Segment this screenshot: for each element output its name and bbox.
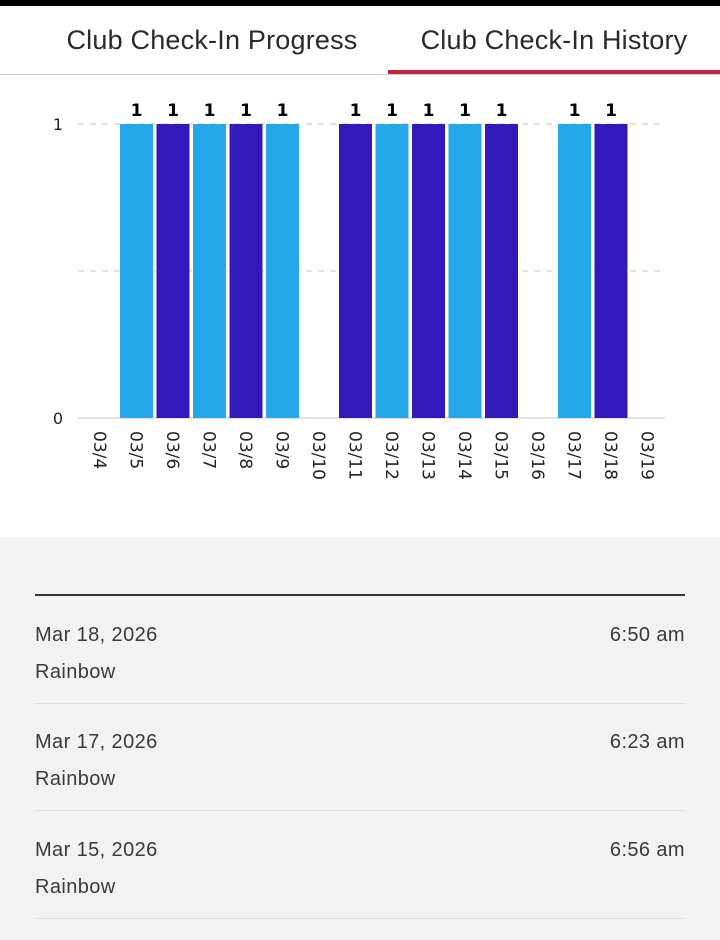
- x-tick-label: 03/5: [125, 431, 146, 470]
- bar-03/6: [157, 124, 190, 418]
- data-label: 1: [568, 101, 581, 121]
- bar-03/18: [595, 124, 628, 418]
- x-tick-label: 03/4: [89, 431, 109, 470]
- x-tick-label: 03/9: [271, 431, 292, 470]
- history-club: Rainbow: [35, 876, 116, 898]
- bar-03/17: [558, 124, 591, 418]
- x-tick-label: 03/19: [636, 431, 657, 480]
- data-label: 1: [349, 101, 362, 121]
- history-row[interactable]: [35, 596, 685, 704]
- data-label: 1: [130, 101, 143, 121]
- x-tick-label: 03/18: [600, 431, 620, 480]
- tab-bar: [0, 6, 720, 75]
- history-date: Mar 17, 2026: [35, 731, 158, 753]
- y-tick-label: 1: [52, 115, 64, 134]
- bar-03/8: [230, 124, 263, 418]
- check-in-history-list: [0, 537, 720, 940]
- x-tick-label: 03/10: [308, 431, 328, 480]
- active-tab-indicator: [388, 70, 720, 74]
- data-label: 1: [605, 101, 617, 121]
- x-tick-label: 03/17: [563, 431, 584, 480]
- x-tick-label: 03/8: [235, 431, 255, 470]
- data-label: 1: [495, 101, 508, 121]
- x-tick-label: 03/15: [490, 431, 511, 480]
- bar-03/12: [376, 124, 409, 418]
- x-tick-label: 03/14: [454, 431, 474, 480]
- y-tick-label: 0: [52, 409, 64, 428]
- history-club: Rainbow: [35, 661, 116, 683]
- data-label: 1: [276, 101, 289, 121]
- check-in-chart: [0, 75, 720, 537]
- bar-03/11: [339, 124, 372, 418]
- bar-03/14: [449, 124, 482, 418]
- bar-03/5: [120, 124, 153, 418]
- data-label: 1: [386, 101, 398, 121]
- data-label: 1: [459, 101, 471, 121]
- x-tick-label: 03/16: [527, 431, 547, 480]
- data-label: 1: [240, 101, 252, 121]
- tab-check-in-history[interactable]: Club Check-In History: [420, 24, 688, 55]
- data-label: 1: [203, 101, 216, 121]
- history-club: Rainbow: [35, 768, 116, 790]
- history-row[interactable]: [35, 811, 685, 919]
- bar-03/9: [266, 124, 299, 418]
- history-date: Mar 15, 2026: [35, 839, 158, 861]
- history-time: 6:56 am: [609, 839, 685, 861]
- tab-check-in-progress[interactable]: Club Check-In Progress: [66, 24, 358, 55]
- data-label: 1: [167, 101, 179, 121]
- data-label: 1: [422, 101, 435, 121]
- x-tick-label: 03/7: [198, 431, 219, 470]
- history-date: Mar 18, 2026: [35, 624, 158, 646]
- bar-03/13: [412, 124, 445, 418]
- bar-chart: [0, 75, 720, 537]
- history-row[interactable]: [35, 703, 685, 811]
- bar-03/7: [193, 124, 226, 418]
- bar-03/15: [485, 124, 518, 418]
- x-tick-label: 03/6: [162, 431, 182, 470]
- history-time: 6:23 am: [609, 731, 685, 753]
- x-tick-label: 03/12: [381, 431, 401, 480]
- x-tick-label: 03/11: [344, 431, 365, 480]
- x-tick-label: 03/13: [417, 431, 438, 480]
- history-time: 6:50 am: [609, 624, 685, 646]
